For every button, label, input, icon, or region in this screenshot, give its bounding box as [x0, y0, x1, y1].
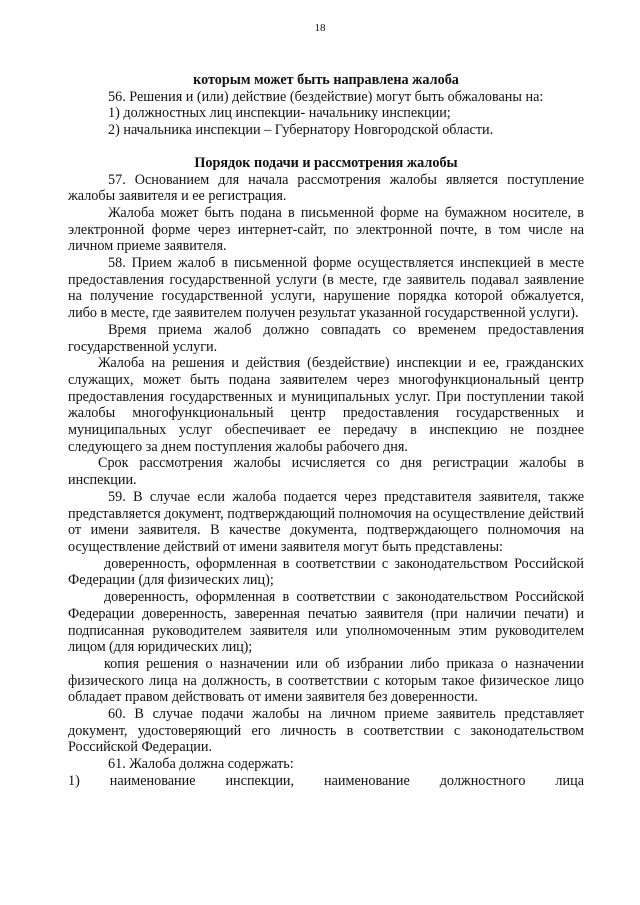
paragraph: Срок рассмотрения жалобы исчисляется со дня регистрации жалобы в инспекции.	[68, 455, 584, 489]
list-item: доверенность, оформленная в соответствии с законодательством Российской Федерации доверенность, заверенная печатью заявителя (при наличии печати) и подписанная руководителем заявителя или уполномоченным этим руководителем лицом (для юридических лиц);	[68, 589, 584, 656]
list-item-2: 2) начальника инспекции – Губернатору Новгородской области.	[108, 122, 494, 139]
paragraph-58: 58. Прием жалоб в письменной форме осуществляется инспекцией в месте предоставления государственной услуги (в месте, где заявитель подавал заявление на получение государственной услуги, нарушение порядка которой обжалуется, либо в месте, где заявителем получен результат указанной государственной услуги).	[68, 255, 584, 322]
list-item-1: 1) наименование инспекции, наименование должностного лица	[68, 772, 584, 789]
list-item: доверенность, оформленная в соответствии с законодательством Российской Федерации (для физических лиц);	[68, 555, 584, 589]
paragraph-57: 57. Основанием для начала рассмотрения жалобы является поступление жалобы заявителя и ее регистрация.	[68, 171, 584, 205]
list-item-1: 1) должностных лиц инспекции- начальнику инспекции;	[108, 105, 451, 122]
paragraph-60: 60. В случае подачи жалобы на личном приеме заявитель представляет документ, удостоверяющий его личность в соответствии с законодательством Российской Федерации.	[68, 706, 584, 756]
list-item: копия решения о назначении или об избрании либо приказа о назначении физического лица на должность, в соответствии с которым такое физическое лицо обладает правом действовать от имени заявителя без доверенности.	[68, 655, 584, 706]
document-body	[68, 72, 584, 790]
paragraph: Жалоба на решения и действия (бездействие) инспекции и ее, гражданских служащих, может быть подана заявителем через многофункциональный центр предоставления государственных и муниципальных услуг. При поступлении такой жалобы многофункциональный центр предоставления государственных и муниципальных услуг обеспечивает ее передачу в инспекцию не позднее следующего за днем поступления жалобы рабочего дня.	[68, 355, 584, 455]
section-heading-continued: которым может быть направлена жалоба	[193, 72, 459, 88]
paragraph-59: 59. В случае если жалоба подается через представителя заявителя, также представляется документ, подтверждающий полномочия на осуществление действий от имени заявителя. В качестве документа, подтверждающего полномочия на осуществление действий от имени заявителя могут быть представлены:	[68, 488, 584, 555]
page-number: 18	[314, 22, 326, 34]
paragraph: Жалоба может быть подана в письменной форме на бумажном носителе, в электронной форме через интернет-сайт, по электронной почте, в том числе на личном приеме заявителя.	[68, 204, 584, 255]
paragraph: Время приема жалоб должно совпадать со временем предоставления государственной услуги.	[68, 321, 584, 355]
paragraph-56: 56. Решения и (или) действие (бездействие) могут быть обжалованы на:	[108, 88, 544, 105]
paragraph-61: 61. Жалоба должна содержать:	[108, 756, 294, 773]
section-heading: Порядок подачи и рассмотрения жалобы	[194, 154, 458, 171]
